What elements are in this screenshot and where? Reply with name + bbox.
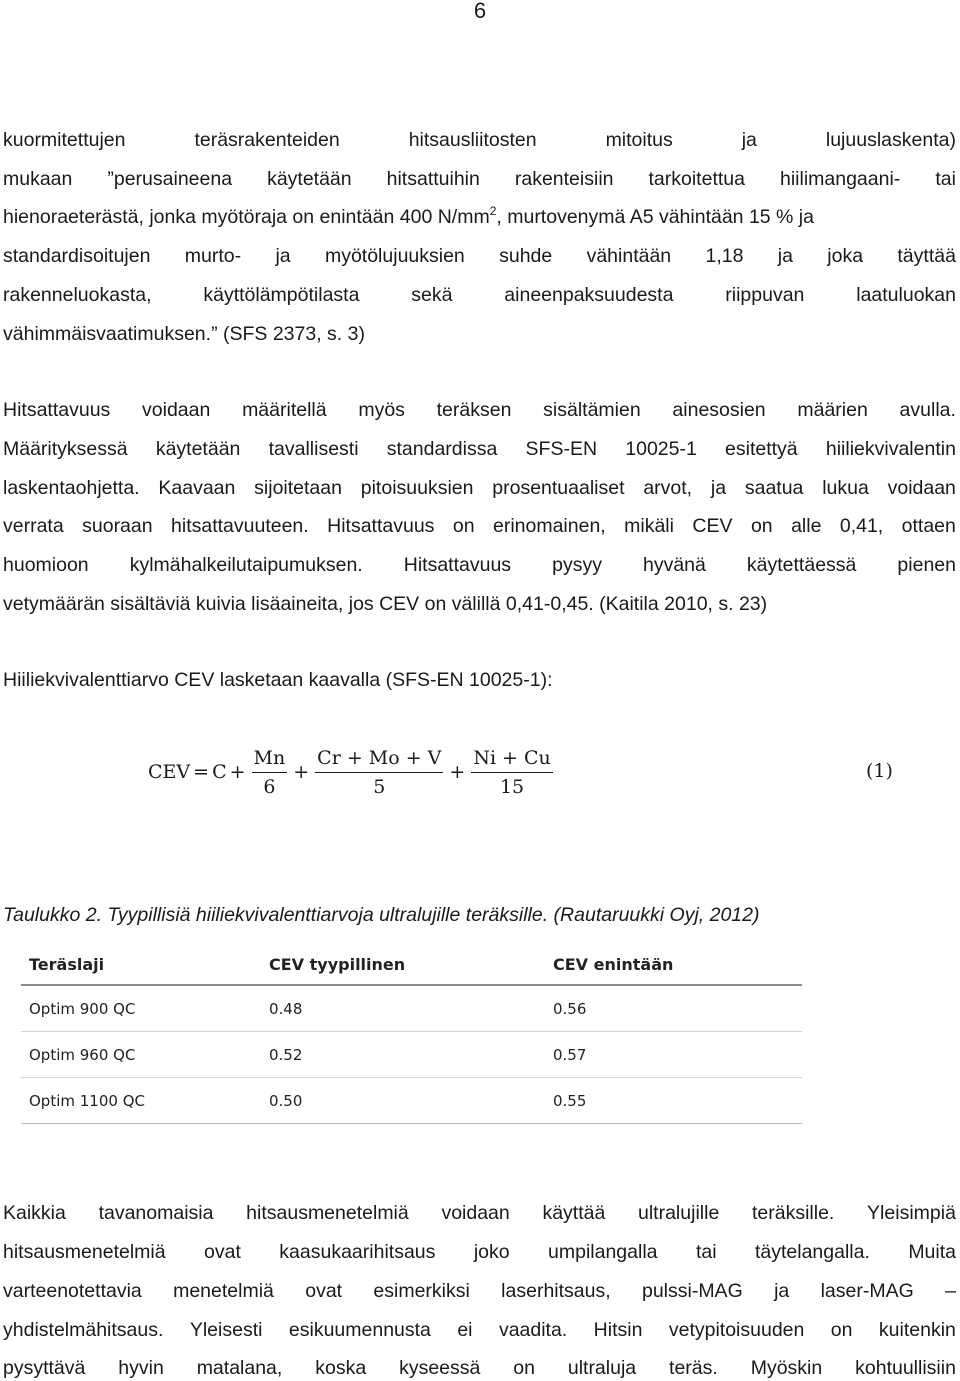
text-line: hienoraeterästä, jonka myötöraja on enintään 400 $N/mm^2$, murtovenymä A5 vähintään 15 % ja	[3, 204, 814, 228]
table-cell: Optim 1100 QC	[21, 1078, 261, 1124]
text-line: kuormitettujen teräsrakenteiden hitsausliitosten mitoitus ja lujuuslaskenta)	[3, 129, 956, 151]
table-cell: 0.56	[545, 985, 802, 1032]
text-line: yhdistelmähitsaus. Yleisesti esikuumennusta ei vaadita. Hitsin vetypitoisuuden on kuitenkin	[3, 1319, 956, 1341]
table-cell: 0.50	[261, 1078, 545, 1124]
formula-fraction-ni-cu: $\frac{Ni + Cu}{15}$	[473, 746, 551, 798]
page-number: 6	[473, 0, 487, 23]
text-line: varteenotettavia menetelmiä ovat esimerkiksi laserhitsaus, pulssi-MAG ja laser-MAG –	[3, 1280, 956, 1302]
text-line: mukaan ”perusaineena käytetään hitsattuihin rakenteisiin tarkoitettua hiilimangaani- tai	[3, 168, 956, 190]
formula-intro: Hiiliekvivalenttiarvo CEV lasketaan kaavalla (SFS-EN 10025-1):	[3, 669, 553, 691]
text-line: laskentaohjetta. Kaavaan sijoitetaan pitoisuuksien prosentuaaliset arvot, ja saatua lukua voidaan	[3, 477, 956, 499]
formula-fraction-cr-mo-v: $\frac{Cr + Mo + V}{5}$	[317, 746, 442, 798]
text-line: vetymäärän sisältäviä kuivia lisäaineita, jos CEV on välillä 0,41-0,45. (Kaitila 2010, s. 23)	[3, 593, 768, 615]
text-line: hitsausmenetelmiä ovat kaasukaarihitsaus joko umpilangalla tai täytelangalla. Muita	[3, 1241, 956, 1263]
table-row	[21, 985, 802, 1032]
formula-plus: +	[229, 761, 246, 783]
table-caption: Taulukko 2. Tyypillisiä hiiliekvivalenttiarvoja ultralujille teräksille. (Rautaruukki Oyj, 2012)	[3, 904, 760, 926]
text-line: standardisoitujen murto- ja myötölujuuksien suhde vähintään 1,18 ja joka täyttää	[3, 245, 956, 267]
table-row	[21, 1032, 802, 1078]
formula-plus: +	[293, 761, 310, 783]
column-header: Teräslaji	[21, 944, 261, 985]
formula-lhs: CEV	[148, 761, 191, 783]
text-line: Hitsattavuus voidaan määritellä myös teräksen sisältämien ainesosien määrien avulla.	[3, 399, 956, 421]
text-line: verrata suoraan hitsattavuuteen. Hitsattavuus on erinomainen, mikäli CEV on alle 0,41, ottaen	[3, 515, 956, 537]
text-line: rakenneluokasta, käyttölämpötilasta sekä aineenpaksuudesta riippuvan laatuluokan	[3, 284, 956, 306]
column-header: CEV tyypillinen	[261, 944, 545, 985]
cev-formula	[148, 744, 556, 800]
table-cell: 0.48	[261, 985, 545, 1032]
table-cell: 0.57	[545, 1032, 802, 1078]
formula-plus: +	[449, 761, 466, 783]
formula-carbon: C	[212, 761, 227, 783]
table-row	[21, 1078, 802, 1124]
table-cell: Optim 960 QC	[21, 1032, 261, 1078]
formula-fraction-mn: $\frac{Mn}{6}$	[253, 746, 286, 798]
table-cell: Optim 900 QC	[21, 985, 261, 1032]
text-line: Määrityksessä käytetään tavallisesti standardissa SFS-EN 10025-1 esitettyä hiiliekvivalentin	[3, 438, 956, 460]
text-line: huomioon kylmähalkeilutaipumuksen. Hitsattavuus pysyy hyvänä käytettäessä pienen	[3, 554, 956, 576]
formula-equals: =	[193, 761, 210, 783]
table-header-row	[21, 944, 802, 985]
text-line: Kaikkia tavanomaisia hitsausmenetelmiä voidaan käyttää ultralujille teräksille. Yleisimpiä	[3, 1202, 956, 1224]
text-line: vähimmäisvaatimuksen.” (SFS 2373, s. 3)	[3, 323, 365, 345]
table-cell: 0.52	[261, 1032, 545, 1078]
equation-number: (1)	[866, 760, 893, 782]
text-line: pysyttävä hyvin matalana, koska kyseessä on ultraluja teräs. Myöskin kohtuullisiin	[3, 1357, 956, 1379]
cev-table	[21, 944, 802, 1124]
table-cell: 0.55	[545, 1078, 802, 1124]
column-header: CEV enintään	[545, 944, 802, 985]
